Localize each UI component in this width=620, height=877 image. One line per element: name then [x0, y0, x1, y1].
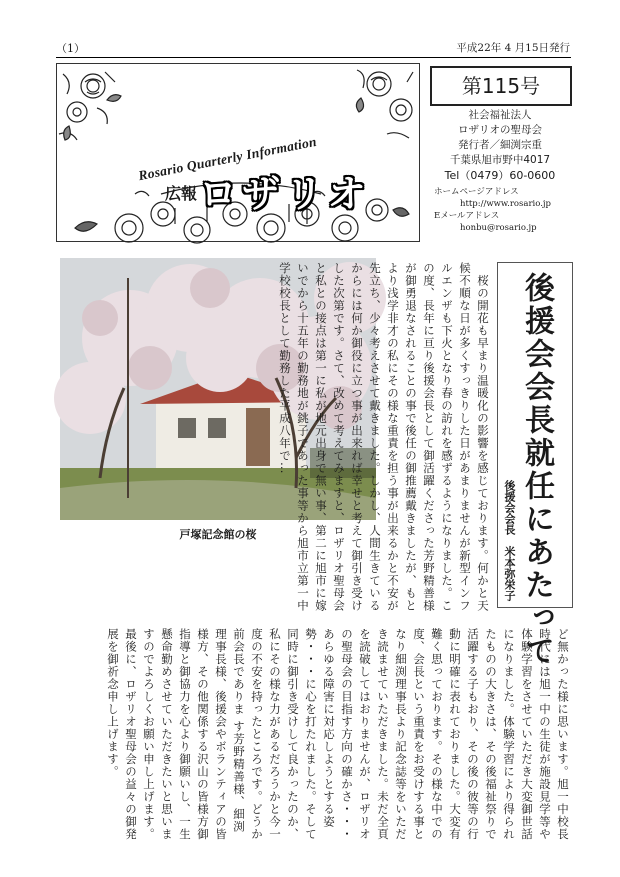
page-number: （1） [56, 42, 85, 55]
masthead-kouhou-label: 広報 [165, 184, 198, 203]
article-text-top: 桜の開花も早まり温暖化の影響を感じております。何かと天候不順な日が多くすっきりした日があまりませんが新型インフルエンザも下火となり春の訪れを感ずるようになりました。この度、長年に亘り後援会長として御活躍くださった芳野精善様が御勇退なされることの事で後任の御推薦戴きましたが、もとより浅学非才の私にその様な重責を担う事が出来るかと不安が先立ち、少々考えさせて戴きました。しかし、人間生きているからには何か御役に立つ事が出来れば幸せと考えて御引き受けした次第です。さて、改めて考えてみますと、ロザリオ聖母会と私との接点は第一に私が地元出身で無い事、第二に旭市に嫁いでから十五年の勤務地が銚子であった事等から旭市立第一中学校校長として勤務した平成八年で… [278, 262, 490, 612]
homepage-label: ホームページアドレス [434, 187, 519, 197]
masthead [56, 63, 420, 242]
issuer: 発行者／細渕宗重 [458, 139, 542, 151]
org-name: ロザリオの聖母会 [458, 124, 542, 136]
header-rule [56, 57, 571, 58]
email-link[interactable]: honbu@rosario.jp [460, 223, 537, 233]
web-contact [434, 186, 574, 234]
issue-date: 平成22年 4 月15日発行 [456, 42, 570, 54]
issue-number: 第115号 [430, 66, 572, 106]
masthead-english-title: Rosario Quarterly Information [137, 133, 318, 184]
telephone: Tel（0479）60-0600 [444, 169, 556, 182]
org-type: 社会福祉法人 [468, 109, 532, 121]
address: 千葉県旭市野中4017 [449, 154, 551, 166]
photo-caption: 戸塚記念館の桜 [179, 528, 257, 541]
masthead-title: ロザリオ [199, 172, 371, 216]
article-text-bottom: ど無かった様に思います。旭一中校長時代には旭一中の生徒が施設見学等や体験学習をさせていただき大変御世話になりました。体験学習により得られたものの大きさは、その後福祉祭りで活躍する子もおり、その後の彼等の行動に明確に表れておりました。大変有難く思っております。その様な中での度、会長という重責をお受けする事となり細渕理事長より記念誌等をいただき読ませていただきました。未だ全頁を読破してはおりませんが、ロザリオの聖母会の目指す方向の確かさ・・・あらゆる障害に対応しようとする姿勢・・・に心を打たれました。そして同時に御引き受けして良かったのか、私にその様な力があるだろうかと今一度の不安を持ったところです。どうか前会長でありま す芳野精善様、細渕理事長様、後援会やボランティアの皆様方、その他関係する沢山の皆様方御指導と御協力を心より御願いし、一生懸命勤めさせていただきたいと思いますのでよろしくお願い申し上げます。最後に、ロザリオ聖母会の益々の御発展を御祈念申し上げます。 [106, 628, 570, 841]
homepage-link[interactable]: http://www.rosario.jp [460, 199, 551, 209]
article-author: 後援会会長 米本弥栄子 [503, 480, 516, 601]
publisher-info [430, 108, 570, 183]
email-label: Eメールアドレス [434, 211, 500, 221]
article-headline: 後援会会長就任にあたって [519, 272, 554, 668]
